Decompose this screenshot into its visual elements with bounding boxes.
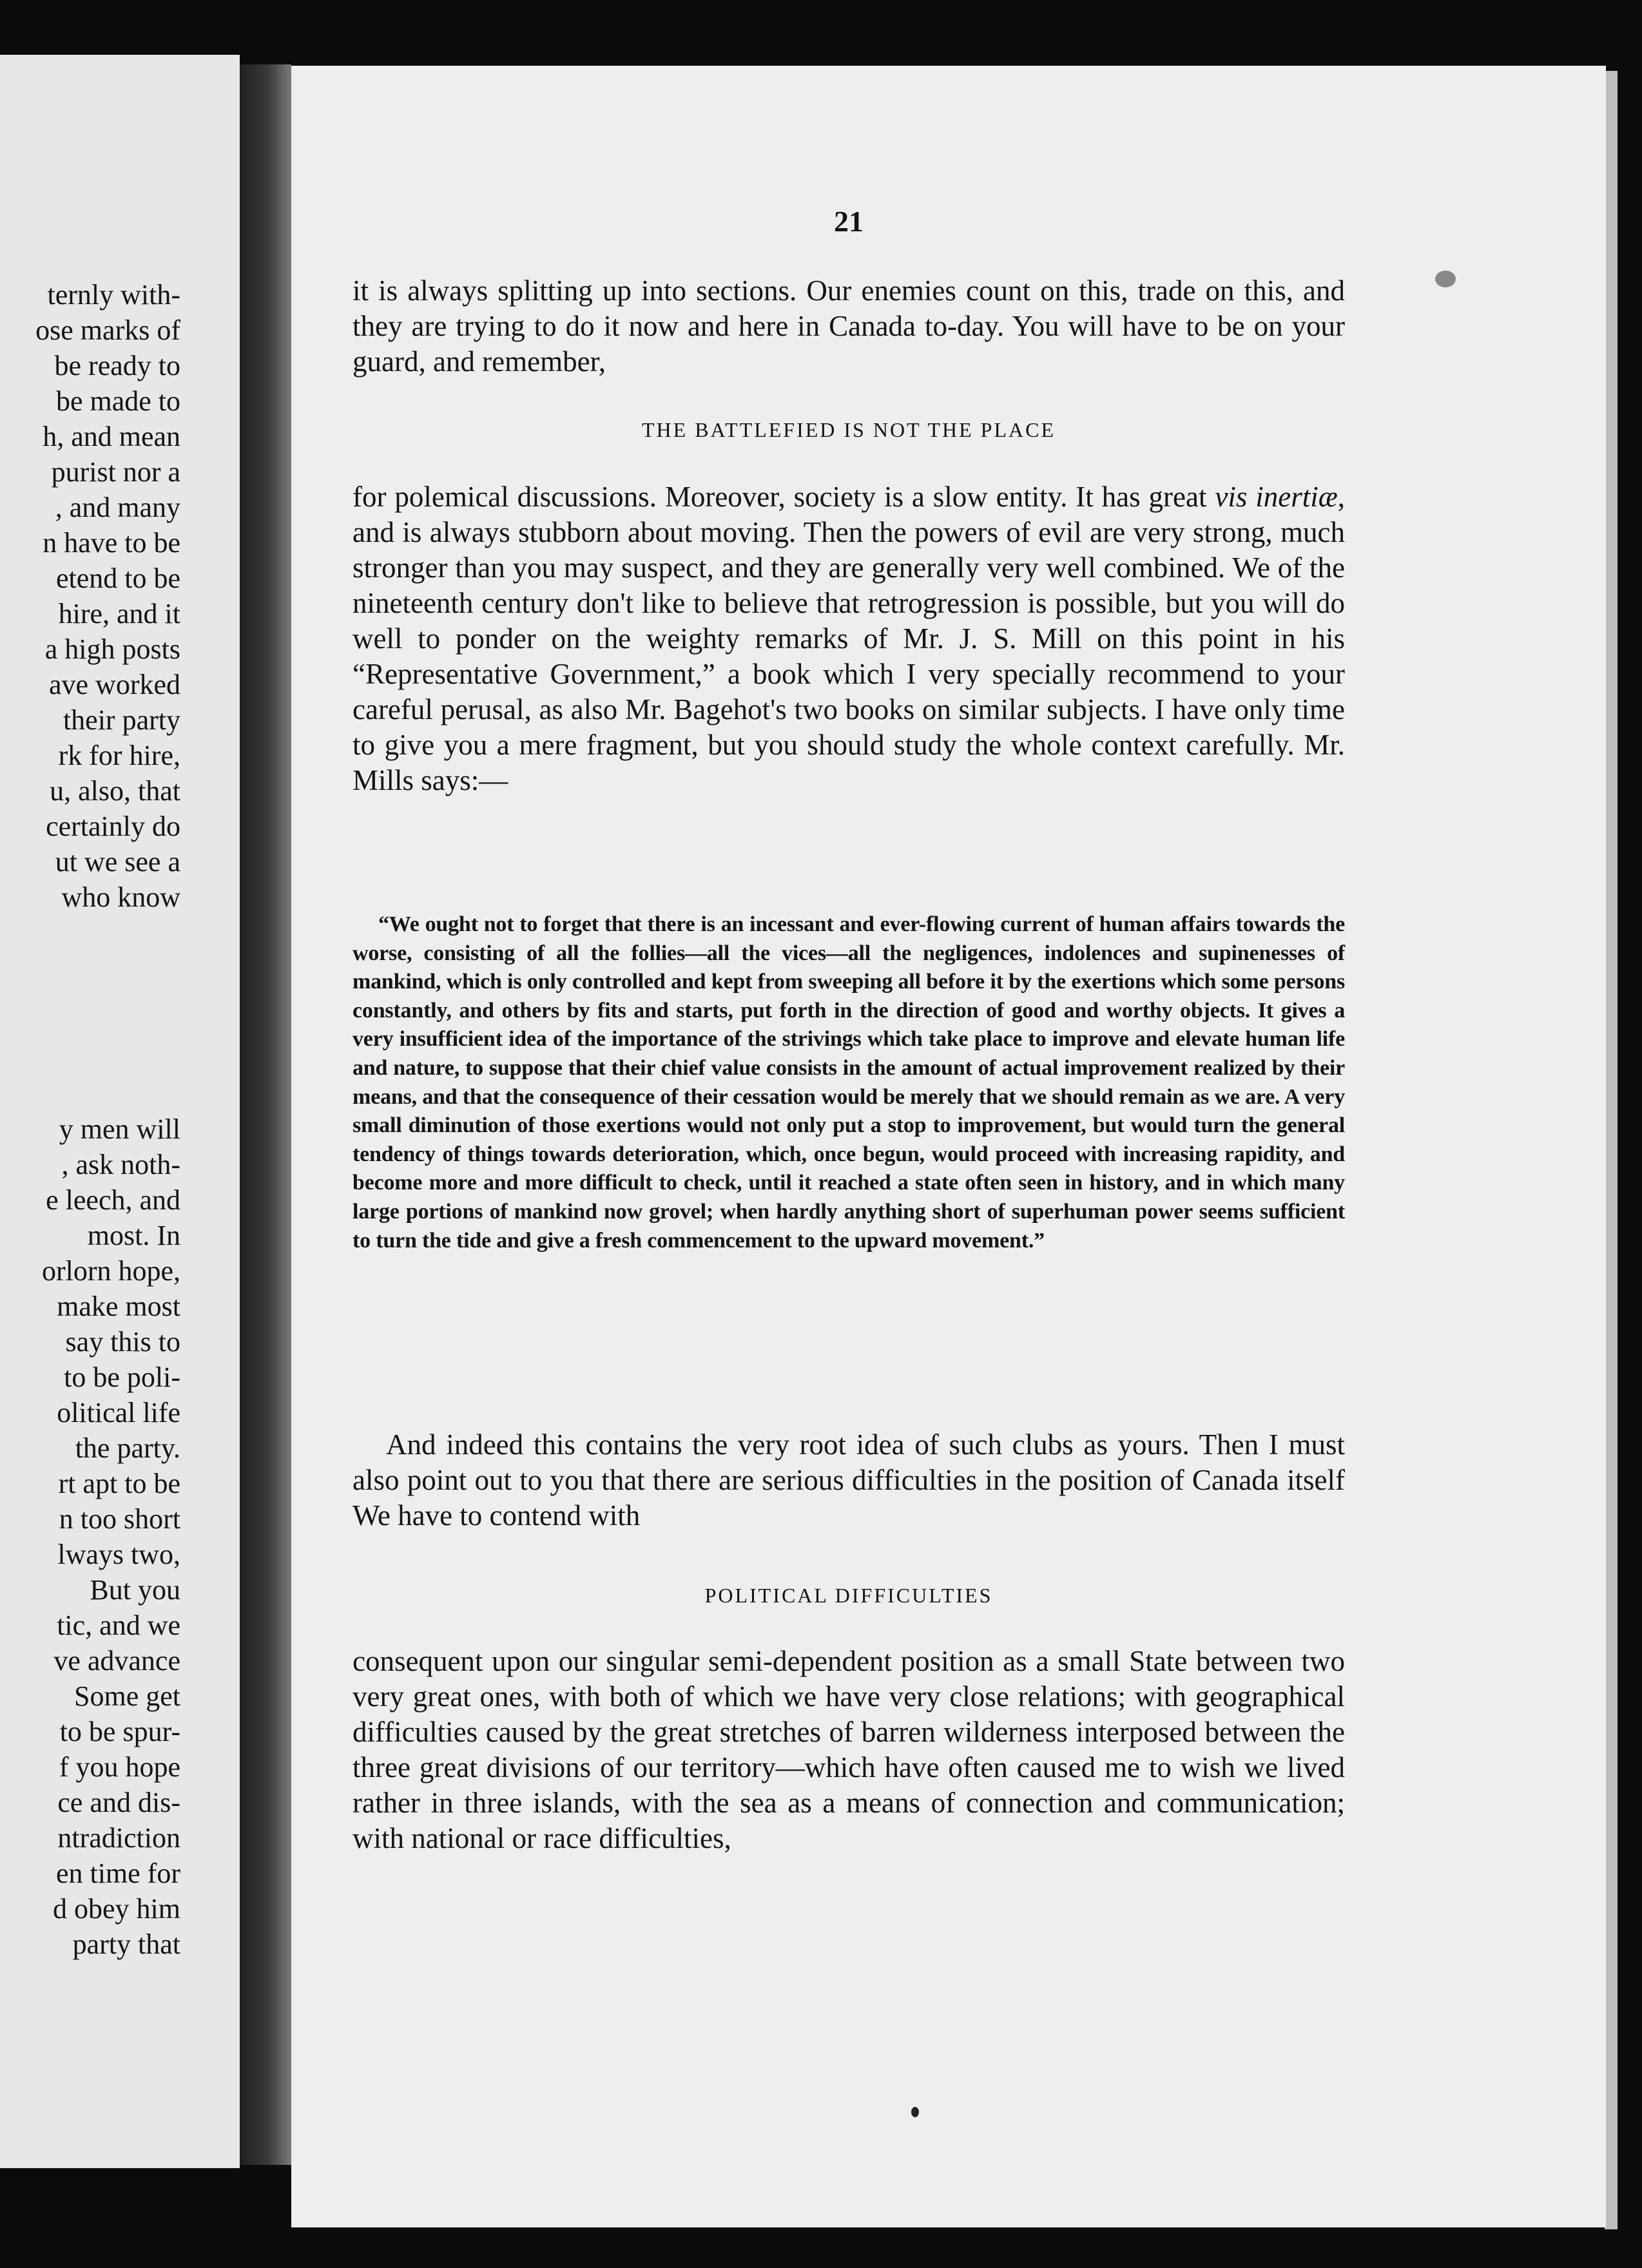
left-page-line: their party — [63, 704, 180, 736]
left-page-line: ave worked — [48, 669, 180, 700]
paragraph-1: it is always splitting up into sections. Our enemies count on this, trade on this, and they are trying to do it now and here in Canada to-day. You will have to be on your guard, and remember, — [353, 274, 1345, 378]
left-page-line: a high posts — [44, 633, 180, 665]
paragraph-2-part-b: , and is always stubborn about moving. Then the powers of evil are very strong, much stronger than you may suspect, and they are generally very well combined. We of the nineteenth century don't like to believe that retrogression is possible, but you will do well to ponder on the weighty remarks of Mr. J. S. Mill on this point in his “Representative Government,” a book which I very specially recommend to your careful perusal, as also Mr. Bagehot's two books on similar subjects. I have only time to give you a mere fragment, but you should study the whole context carefully. Mr. Mills says:— — [353, 481, 1346, 796]
left-page-text-top — [0, 277, 180, 915]
left-page-line: ve advance — [53, 1645, 180, 1677]
left-page-line: who know — [61, 881, 180, 913]
ink-spot — [1435, 271, 1456, 287]
left-page-line: purist nor a — [51, 456, 180, 488]
left-page-line: be made to — [55, 385, 180, 417]
left-page-line: ntradiction — [57, 1822, 180, 1854]
left-page-line: ut we see a — [55, 846, 180, 878]
left-page-line: make most — [57, 1291, 180, 1322]
left-page-line: hire, and it — [58, 598, 180, 629]
section-heading-battlefield: THE BATTLEFIED IS NOT THE PLACE — [641, 418, 1056, 441]
left-page-line: lways two, — [57, 1539, 180, 1570]
left-page-line: most. In — [87, 1220, 180, 1251]
left-page-line: , ask noth- — [61, 1149, 180, 1180]
left-page-line: en time for — [55, 1858, 180, 1889]
left-page-line: h, and mean — [43, 421, 180, 452]
left-page-line: be ready to — [54, 350, 180, 381]
left-page-line: n too short — [59, 1503, 180, 1535]
left-page-line: the party. — [75, 1432, 180, 1464]
left-page-line: ternly with- — [47, 279, 180, 311]
paragraph-2 — [353, 479, 1345, 798]
left-page-line: ose marks of — [35, 314, 180, 346]
left-page-line: tic, and we — [57, 1610, 180, 1641]
left-page-line: ce and dis- — [57, 1787, 180, 1818]
paragraph-4: consequent upon our singular semi-dependent position as a small State between two very great ones, with both of which we have very close relations; with geographical difficulties caused by the great stretches of barren wilderness interposed between the three great divisions of our territory—which have often caused me to wish we lived rather in three islands, with the sea as a means of connection and communication; with national or race difficulties, — [353, 1645, 1345, 1854]
left-page-line: f you hope — [59, 1751, 180, 1783]
page-number: 21 — [834, 205, 864, 238]
paragraph-3: And indeed this contains the very root idea of such clubs as yours. Then I must also point out to you that there are serious difficulties in the position of Canada itself We have to contend with — [353, 1428, 1345, 1532]
left-page-text-bottom — [0, 1111, 180, 1962]
left-page-line: etend to be — [55, 562, 180, 594]
left-page-line: to be spur- — [59, 1716, 180, 1747]
left-page-line: rk for hire, — [58, 740, 180, 771]
section-heading-political: POLITICAL DIFFICULTIES — [704, 1584, 993, 1607]
left-page-line: Some get — [74, 1680, 180, 1712]
ink-mark — [911, 2107, 919, 2117]
left-page-line: u, also, that — [50, 775, 180, 807]
left-page-line: certainly do — [46, 811, 180, 842]
left-page-line: n have to be — [43, 527, 180, 559]
left-page-line: to be poli- — [64, 1361, 180, 1393]
left-page — [0, 55, 240, 2168]
left-page-line: But you — [90, 1574, 180, 1606]
left-page-line: party that — [72, 1928, 180, 1960]
right-page — [291, 66, 1606, 2227]
paragraph-2-italic: vis inertiæ — [1215, 481, 1338, 513]
left-page-line: y men will — [59, 1113, 180, 1145]
book-gutter — [240, 64, 291, 2165]
left-page-line: , and many — [55, 492, 180, 523]
mill-quotation: “We ought not to forget that there is an incessant and ever-flowing current of human affairs towards the worse, consisting of all the follies—all the vices—all the negligences, indolences and supinenesses of mankind, which is only controlled and kept from sweeping all before it by the exertions which some persons constantly, and others by fits and starts, put forth in the direction of good and worthy objects. It gives a very insufficient idea of the importance of the strivings which take place to improve and elevate human life and nature, to suppose that their chief value consists in the amount of actual improvement realized by their means, and that the consequence of their cessation would be merely that we should remain as we are. A very small diminution of those exertions would not only put a stop to improvement, but would turn the general tendency of things towards deterioration, which, once begun, would proceed with increasing rapidity, and become more and more difficult to check, until it reached a state often seen in history, and in which many large portions of mankind now grovel; when hardly anything short of superhuman power seems sufficient to turn the tide and give a fresh commencement to the upward movement.” — [353, 912, 1345, 1253]
left-page-line: olitical life — [57, 1397, 180, 1428]
page-edge-shadow — [1605, 71, 1618, 2229]
left-page-line: orlorn hope, — [41, 1255, 180, 1287]
left-page-line: rt apt to be — [58, 1468, 180, 1499]
paragraph-2-part-a: for polemical discussions. Moreover, society is a slow entity. It has great — [353, 481, 1215, 513]
left-page-line: e leech, and — [46, 1184, 180, 1216]
left-page-line: say this to — [65, 1326, 180, 1358]
left-page-line: d obey him — [53, 1893, 180, 1925]
